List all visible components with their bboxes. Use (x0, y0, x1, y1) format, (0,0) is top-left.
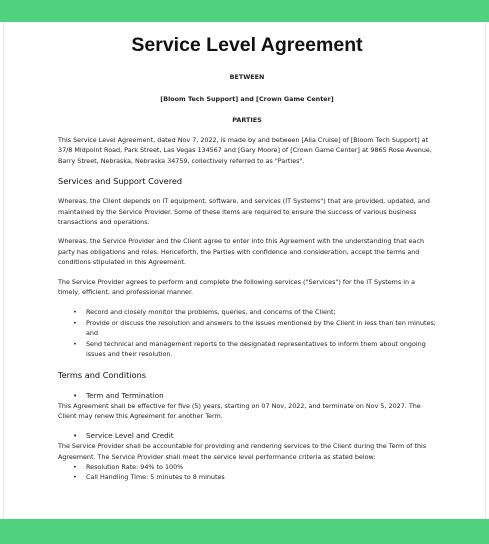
services-list (58, 307, 436, 359)
list-item: • Call Handling Time: 5 minutes to 8 minutes (73, 473, 225, 482)
between-label: BETWEEN (229, 73, 265, 81)
services-paragraph-1: Whereas, the Client depends on IT equipment, software, and services (IT Systems") that are provided, updated, and maintained by the Service Provider. Some of these items are required to ensure the success of various business transactions and operations. (58, 197, 430, 227)
bottom-band (0, 519, 489, 544)
document-page (3, 22, 486, 519)
section-heading-services: Services and Support Covered (58, 176, 183, 187)
section-heading-terms: Terms and Conditions (58, 369, 147, 380)
top-band (0, 0, 489, 22)
bullet-icon: • (73, 318, 77, 327)
list-item: • Resolution Rate: 94% to 100% (73, 462, 184, 471)
parties-line: [Bloom Tech Support] and [Crown Game Center] (160, 95, 334, 103)
page-title: Service Level Agreement (131, 34, 363, 56)
criteria-list (58, 462, 436, 483)
bullet-icon: • (73, 462, 77, 471)
list-item: • Record and closely monitor the problems, queries, and concerns of the Client; (73, 308, 336, 317)
list-item: • Service Level and Credit (73, 430, 174, 440)
service-level-list (58, 431, 436, 441)
intro-paragraph: This Service Level Agreement, dated Nov 7, 2022, is made by and between [Alia Cruise] of [Bloom Tech Support] at 37/8 Midpoint Road, Park Street, Las Vegas 134567 and [Gary Moore] of [Crown Game Center] at 9865 Rose Avenue, Barry Street, Nebraska, Nebraska 34759, collectively referred to as "Parties". (58, 136, 432, 165)
term-list (58, 391, 436, 401)
document-content (58, 34, 436, 483)
term-paragraph: This Agreement shall be effective for five (5) years, starting on 07 Nov, 2022, and terminate on Nov 5, 2027. The Client may renew this Agreement for another Term. (58, 401, 421, 421)
services-paragraph-2: Whereas, the Service Provider and the Client agree to enter into this Agreement with the understanding that each party has obligations and roles. Henceforth, the Parties with confidence and consideration, accept the terms and conditions stipulated in this Agreement. (58, 237, 425, 267)
service-level-paragraph: The Service Provider shall be accountable for providing and rendering services to the Client during the Term of this Agreement. The Service Provider shall meet the service level performance criteria as stated below: (58, 442, 427, 461)
bullet-icon: • (73, 339, 77, 348)
list-item: • Send technical and management reports to the designated representatives to inform them about ongoing issues and their resolution. (73, 339, 426, 359)
parties-label: PARTIES (232, 116, 262, 124)
bullet-icon: • (73, 390, 78, 400)
bullet-icon: • (73, 473, 77, 482)
bullet-icon: • (73, 430, 78, 440)
bullet-icon: • (73, 308, 77, 317)
list-item: • Provide or discuss the resolution and answers to the issues mentioned by the Client in less than ten minutes; and (73, 318, 436, 338)
list-item: • Term and Termination (73, 390, 164, 400)
services-paragraph-3: The Service Provider agrees to perform and complete the following services ("Services") for the IT Systems in a timely, efficient, and professional manner. (58, 277, 416, 297)
